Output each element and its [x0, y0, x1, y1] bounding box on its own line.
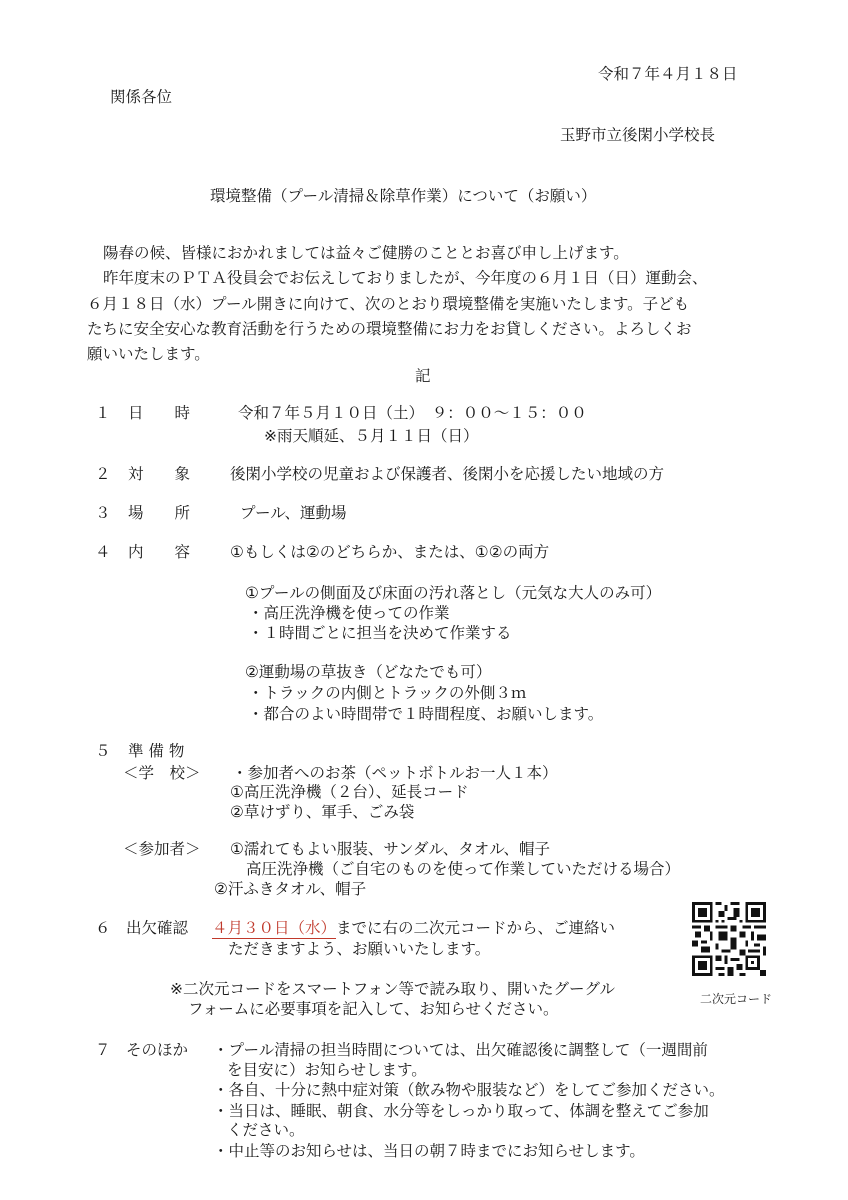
section-number: ５ — [95, 742, 111, 760]
addressee: 関係各位 — [110, 88, 173, 106]
qr-code-icon[interactable] — [692, 902, 766, 976]
section-number: １ — [95, 404, 111, 422]
school-item: ①高圧洗浄機（２台）、延長コード — [230, 783, 469, 801]
section-label: 場 所 — [128, 504, 191, 522]
rain-note: ※雨天順延、５月１１日（日） — [264, 427, 479, 445]
target-value: 後閑小学校の児童および保護者、後閑小を応援したい地域の方 — [230, 465, 665, 483]
section-number: ６ — [95, 919, 111, 937]
sender: 玉野市立後閑小学校長 — [560, 126, 716, 144]
document-title: 環境整備（プール清掃＆除草作業）について（お願い） — [210, 187, 597, 205]
intro-line: 願いいたします。 — [87, 345, 210, 363]
rsvp-note: フォームに必要事項を記入して、お知らせください。 — [188, 1000, 559, 1018]
section-number: ４ — [95, 543, 111, 561]
participant-item: ②汗ふきタオル、帽子 — [214, 880, 367, 898]
other-item: ・当日は、睡眠、朝食、水分等をしっかり取って、体調を整えてご参加 — [213, 1102, 709, 1120]
rsvp-note: ※二次元コードをスマートフォン等で読み取り、開いたグーグル — [170, 980, 615, 998]
rsvp-deadline: ４月３０日（水） — [212, 919, 337, 937]
section-label: 内 容 — [128, 543, 191, 561]
school-item: ②草けずり、軍手、ごみ袋 — [230, 803, 415, 821]
participant-item: ①濡れてもよい服装、サンダル、タオル、帽子 — [230, 840, 551, 858]
rsvp-line-rest: までに右の二次元コードから、ご連絡い — [336, 919, 616, 937]
other-item: ください。 — [227, 1121, 305, 1139]
section-label: そのほか — [126, 1041, 189, 1059]
other-item: ・プール清掃の担当時間については、出欠確認後に調整して（一週間前 — [213, 1041, 708, 1059]
intro-line: 陽春の候、皆様におかれましては益々ご健勝のこととお喜び申し上げます。 — [103, 244, 629, 262]
intro-line: 昨年度末のＰＴＡ役員会でお伝えしておりましたが、今年度の６月１日（日）運動会、 — [103, 269, 708, 287]
section-number: ２ — [95, 465, 111, 483]
rsvp-line — [212, 918, 615, 938]
task-b-item: ・都合のよい時間帯で１時間程度、お願いします。 — [248, 705, 604, 723]
rsvp-line: ただきますよう、お願いいたします。 — [228, 940, 491, 958]
qr-caption: 二次元コード — [700, 992, 773, 1006]
task-b-item: ・トラックの内側とトラックの外側３ｍ — [248, 684, 527, 702]
task-a-title: ①プールの側面及び床面の汚れ落とし（元気な大人のみ可） — [245, 584, 662, 602]
content-value: ①もしくは②のどちらか、または、①②の両方 — [230, 543, 550, 561]
schedule-value: 令和７年５月１０日（土） ９：００～１５：００ — [238, 404, 587, 422]
participant-label: ＜参加者＞ — [123, 840, 201, 858]
section-label: 日 時 — [128, 404, 191, 422]
other-item: ・各自、十分に熱中症対策（飲み物や服装など）をしてご参加ください。 — [213, 1081, 725, 1099]
section-number: ７ — [95, 1041, 111, 1059]
place-value: プール、運動場 — [240, 504, 347, 522]
ki-heading: 記 — [415, 367, 431, 385]
task-a-item: ・１時間ごとに担当を決めて作業する — [248, 624, 512, 642]
school-label: ＜学 校＞ — [123, 764, 201, 782]
document-date: 令和７年４月１８日 — [598, 65, 738, 83]
section-label: 準 備 物 — [128, 742, 185, 760]
task-b-title: ②運動場の草抜き（どなたでも可） — [245, 663, 492, 681]
school-item: ・参加者へのお茶（ペットボトルお一人１本） — [232, 764, 558, 782]
task-a-item: ・高圧洗浄機を使っての作業 — [248, 604, 450, 622]
section-number: ３ — [95, 504, 111, 522]
section-label: 対 象 — [128, 465, 191, 483]
other-item: を目安に）お知らせします。 — [227, 1061, 427, 1079]
participant-item: 高圧洗浄機（ご自宅のものを使って作業していただける場合） — [246, 860, 681, 878]
intro-line: たちに安全安心な教育活動を行うための環境整備にお力をお貸しください。よろしくお — [87, 320, 692, 338]
other-item: ・中止等のお知らせは、当日の朝７時までにお知らせします。 — [213, 1142, 645, 1160]
section-label: 出欠確認 — [126, 919, 189, 937]
intro-line: ６月１８日（水）プール開きに向けて、次のとおり環境整備を実施いたします。子ども — [87, 295, 690, 313]
